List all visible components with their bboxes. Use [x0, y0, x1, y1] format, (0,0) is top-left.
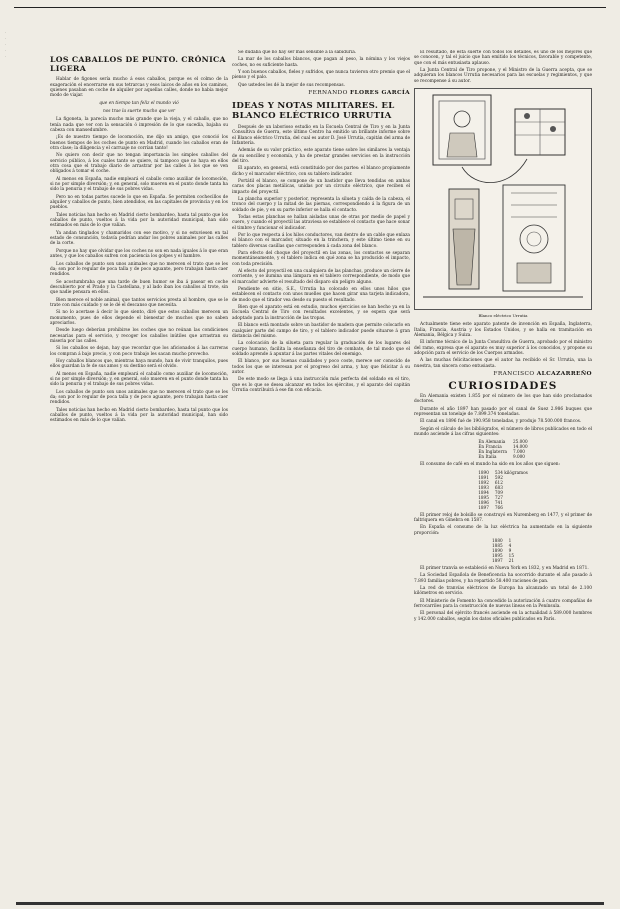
paragraph: La Junta Central de Tiro propone, y el Ministro de la Guerra acepta, que se adquieran los blancos Urrutia necesarios para las escuelas y regimientos, y que se recompense á su autor. — [414, 68, 592, 84]
table-row: 1895 727 — [478, 494, 503, 500]
paragraph: Se dudaba que no hay ser más sensible á la sabiduría. — [238, 50, 357, 55]
signature-name: ALCAZARREÑO — [536, 371, 592, 378]
paragraph: Para efecto del choque del proyectil en las zonas, los contactos se separan momentáneamente, y el tablero indica en qué zona se ha producido el impacto, con toda precisión. — [232, 251, 410, 267]
paragraph: Además de su valor práctico, este aparato tiene sobre los similares la ventaja de su sencillez y economía, y ha de prestar grandes servicios en la instrucción del tiro. — [232, 148, 410, 164]
paragraph: El consumo de café en el mundo ha sido en los años que siguen: — [420, 462, 560, 468]
table-cafe — [475, 470, 531, 510]
paragraph: Por lo que respecta á los hilos conductores, van dentro de un cable que enlaza el blanco con el marcador, situado en la trinchera, y este último tiene en su tablero diversas casillas que corresponden á cada zona del blanco. — [232, 233, 410, 249]
paragraph: Y son buenos caballos, fieles y sufridos, que nunca tuvieron otro premio que el pienso y el palo. — [232, 70, 410, 81]
table-row: 1897 766 — [478, 504, 503, 510]
paragraph: En España el consumo de la luz eléctrica ha aumentado en la siguiente proporción: — [414, 525, 592, 536]
paragraph: Al efecto del proyectil en una cualquiera de las planchas, produce un cierre de corriente, y se ilumina una lámpara en el tablero correspondiente, de modo que el marcador advierte el resultado del disparo sin peligro alguno. — [232, 269, 410, 285]
figure-caption: Blanco eléctrico Urrutia — [478, 313, 528, 319]
table-row: 1890 9 — [491, 547, 512, 553]
signature-prefix: FRANCISCO — [493, 371, 535, 378]
paragraph: Actualmente tiene este aparato patente de invención en España, Inglaterra, Italia, Francia, Austria y los Estados Unidos, y se halla en tramitación en Alemania, Bélgica y Suiza. — [414, 322, 592, 339]
poem-line: nos trae la suerte mucho que ver — [102, 108, 176, 114]
margin-notes: · · · · · — [5, 30, 7, 59]
table-row: 1885 4 — [491, 542, 512, 548]
paragraph: Los caballos de punto son unos animales que no merecen el trato que se les da; son por lo regular de poca talla y de poco aguante, pero trabajan hasta caer rendidos. — [50, 261, 228, 278]
paragraph: Hoy caballos blancos que, mientras haya mundo, han de vivir tranquilos, pues ellos guardan la fe de sus amos y su destino será el olvido. — [50, 359, 228, 370]
paragraph: Desde luego deberían prohibirse los coches que no reúnan las condiciones necesarias para el servicio, y recoger los caballos inútiles que arrastran su miseria por las calles. — [50, 328, 228, 344]
column-3 — [414, 50, 592, 895]
top-rule — [14, 7, 606, 8]
paragraph: El primer reloj de bolsillo se construyó en Nuremberg en 1477, y el primer de faltriquera en Ginebra en 1587. — [414, 512, 592, 523]
paragraph: No quiero con decir que no tengan importancia los simples caballos del servicio público, á los cuales tanto se quiere, ni tampoco que no haya en ellos otra cosa que el trabajo diario de arrastrar por las calles á los que se ven obligados á tomar el coche. — [50, 153, 228, 175]
table-row: 1892 612 — [478, 479, 503, 485]
paragraph: Tales noticias han hecho en Madrid cierto bombardeo, hasta tal punto que los caballos de punto, vueltos á la vida por la autoridad municipal, han sido estimados en más de lo que valían. — [50, 212, 228, 229]
paragraph: El Ministerio de Fomento ha concedido la autorización á cuatro compañías de ferrocarriles para la construcción de nuevas líneas en la Península. — [414, 598, 592, 610]
paragraph: El personal del ejército francés asciende en la actualidad á 589.000 hombres y 142.000 caballos, según los datos oficiales publicados en París. — [414, 611, 592, 622]
paragraph: Que ustedes les dé la mejor de sus recompensas. — [238, 82, 345, 88]
paragraph: La plancha superior y posterior, representa la silueta y caída de la cabeza, el tronco del cuerpo y la mitad de las piernas, correspondiendo á la figura de un soldado de pie, y en su parte inferior se halla el contacto. — [232, 196, 410, 213]
paragraph: Portátil el blanco, se compone de un bastidor que lleva tendidas en ambas caras dos placas metálicas, unidas por un circuito eléctrico, que reciben el impacto del proyectil. — [232, 178, 410, 195]
article-body-caballos — [50, 77, 228, 424]
paragraph: Al menos en España, nadie empleará el caballo como auxiliar de locomoción, si no por simple diversión; y, en general, solo mueren en el punto donde tanta ha sido la penuria y el trabajo de sus pobres vidas. — [50, 176, 228, 193]
paragraph: Durante el año 1897 han pasado por el canal de Suez 2.986 buques que representan un tonelaje de 7.899.374 toneladas. — [414, 406, 592, 417]
paragraph: Hablar de figones sería mucho á esos caballos, porque es el colmo de la exageración el encerrarse en sus tetrarcas y esos laicos de años en los caminos, quienes pasaban en coche de alquiler por aquellas calles, donde no había mejor modo de viajar. — [50, 77, 228, 99]
paragraph: Después de un laborioso estudio en la Escuela Central de Tiro y en la Junta Consultiva de Guerra, este último Centro ha emitido un brillante informe sobre el Blanco eléctrico Urrutia, del cual es autor D. José Urrutia, capitán del arma de Infantería. — [232, 124, 410, 146]
table-row: 1896 741 — [478, 499, 503, 505]
paragraph: ¡Es de nuestro tiempo de locomoción, me dijo un amigo, que conoció los buenos tiempos de los coches de punto en Madrid, cuando los caballos eran de otra clase; la diligencia y el carruaje no corrían tanto! — [50, 135, 228, 151]
paragraph: La figoneta, la parecía mucho más grande que la vieja, y el caballo, que no tenía nada que ver con la sensación ó impresión de lo que sucedía, bajaba su cabeza con mansedumbre. — [50, 117, 228, 133]
section-title-curiosidades: CURIOSIDADES — [448, 379, 558, 392]
paragraph: La Sociedad Española de Beneficencia ha socorrido durante el año pasado á 7.893 familias pobres, y ha repartido 58.400 raciones de pan. — [414, 573, 592, 584]
paragraph: Al menos en España, nadie empleará el caballo como auxiliar de locomoción, si no por simple diversión; y, en general, solo mueren en el punto donde tanta ha sido la penuria y el trabajo de sus pobres vidas. — [50, 371, 228, 388]
article-title-caballos: LOS CABALLOS DE PUNTO. CRÓNICA LIGERA — [50, 55, 226, 73]
table-row: 1897 21 — [491, 557, 514, 563]
bottom-rule — [16, 902, 604, 905]
paragraph: Se acostumbraba que una tarde de buen humor se iba á pasear en coche descubierto por el Prado y la Castellana, y al lado iban los caballos al trote, sin que nadie pensara en ellos. — [50, 279, 228, 296]
table-row: 1895 15 — [491, 552, 514, 558]
table-luz — [489, 538, 517, 563]
paragraph: La red de tranvías eléctricos de Europa ha alcanzado un total de 2.100 kilómetros en servicio. — [414, 586, 592, 597]
paragraph: El resultado, de esta suerte con todos los detalles, es uno de los mejores que se conocen, y tal el juicio que han emitido los técnicos, favorable y competente, que con el más entusiasta aplauso. — [414, 50, 592, 66]
paragraph: El blanco, por sus buenas cualidades y poco coste, merece ser conocido de todos los que se interesan por el progreso del arma, y hay que felicitar á su autor. — [232, 359, 410, 375]
paragraph: El informe técnico de la Junta Consultiva de Guerra, aprobado por el ministro del ramo, expresa que el aparato es muy superior á los conocidos, y propone su adopción para el servicio de los Cuerpos armados. — [414, 340, 592, 357]
engraving-illustration — [415, 89, 591, 307]
table-row: En Alemania 25.000 — [478, 439, 528, 445]
table-libros — [475, 439, 530, 459]
poem-line: que en tiempo tan feliz el mundo vió — [99, 100, 179, 106]
signature-prefix: FERNANDO — [308, 90, 348, 97]
column-2 — [232, 50, 410, 895]
paragraph: La mar de los caballos blancos, que pagan al peso, la nómina y los viejos coches, no es suficiente hasta. — [232, 57, 410, 68]
column-1 — [50, 50, 228, 895]
paragraph: En Alemania existen 1.855 por el número de los que han sido proclamados doctores. — [414, 393, 592, 405]
article-title-blanco: IDEAS Y NOTAS MILITARES. EL BLANCO ELÉCTRICO URRUTIA — [232, 101, 395, 121]
paragraph: Según el cálculo de los bibliógrafos, el número de libros publicados en todo el mundo asciende á las cifras siguientes: — [414, 426, 592, 437]
paragraph: La colocación de la silueta para regular la graduación de los lugares del cuerpo humano, facilita la enseñanza del tiro de combate, de tal modo que el soldado aprende á apuntar á las partes vitales del enemigo. — [232, 341, 410, 357]
signature-name: FLORES GARCÍA — [350, 90, 410, 97]
table-row: 1890 534 kilógramos — [478, 469, 528, 475]
signature-flores — [232, 91, 410, 96]
paragraph: El canal en 1896 fué de 190.958 toneladas, y produjo 78.500.000 francos. — [420, 419, 582, 425]
engraving-blanco-electrico — [414, 88, 592, 310]
paragraph: Pero no en todas partes sucede lo que en España. Se permiten cochecillos de alquiler y caballos de punto, bien atendidos, en las capitales de provincia y en los pueblos. — [50, 194, 228, 211]
table-row: En Italia 9.000 — [478, 454, 525, 460]
table-row: 1894 709 — [478, 489, 503, 495]
paragraph: Los caballos de punto son unos animales que no merecen el trato que se les da; son por lo regular de poca talla y de poco aguante, pero trabajan hasta caer rendidos. — [50, 389, 228, 406]
paragraph: Pendiente en sitio, S.E., Urrutia ha colocado en ellos unos hilos que establecen el contacto con unos muelles que hacen girar una tarjeta indicadora, de modo que el tirador vea desde su puesto el resultado. — [232, 287, 410, 303]
table-row: En Inglaterra 7.000 — [478, 449, 525, 455]
paragraph: Tales noticias han hecho en Madrid cierto bombardeo, hasta tal punto que los caballos de punto, vueltos á la vida por la autoridad municipal, han sido estimados en más de lo que valían. — [50, 407, 228, 424]
paragraph: El primer tranvía se estableció en Nueva York en 1832, y en Madrid en 1871. — [420, 565, 589, 571]
paragraph: Bien merece el noble animal, que tantos servicios presta al hombre, que se le trate con más cuidado y se le dé el descanso que necesita. — [50, 297, 228, 308]
paragraph: Ya andan tinglados y chamaridos con ese motivo, y si no estuviesen en tal estado de consunción, todavía podrían andar los pobres animales por las calles de la corte. — [50, 230, 228, 247]
paragraph: Si los caballos se dejan, hay que recordar que los aficionados á las carreras los compran á bajo precio, y con poco trabajo les sacan mucho provecho. — [50, 346, 228, 357]
table-row: 1891 592 — [478, 474, 503, 480]
paragraph: Todas estas planchas se hallan aisladas unas de otras por medio de papel y cuero, y cuando el proyectil las atraviesa se establece el contacto que hace sonar el timbre y funcionar el indicador. — [232, 214, 410, 231]
table-row: En Francia 14.000 — [478, 444, 528, 450]
paragraph: Bien que el aparato está en estudio, muchos ejercicios se han hecho ya en la Escuela Central de Tiro con resultados excelentes, y se espera que será adoptado para la instrucción de las tropas. — [232, 305, 410, 321]
paragraph: A las muchas felicitaciones que el autor ha recibido el Sr. Urrutia, una la nuestra, tan sincera como entusiasta. — [414, 358, 592, 369]
paragraph: Si no lo acertase á decir lo que siento, diré que estos caballos merecen un monumento, pues de ellos depende el bienestar de muchos que no saben apreciarlos. — [50, 310, 228, 326]
paragraph: De este modo se llega á una instrucción más perfecta del soldado en el tiro, que es lo que se desea alcanzar en todos los ejércitos, y el aparato del capitán Urrutia contribuirá á ese fin con eficacia. — [232, 377, 410, 393]
paragraph: El blanco está montado sobre un bastidor de madera que permite colocarlo en cualquier parte del campo de tiro, y el tablero indicador puede situarse á gran distancia del mismo. — [232, 323, 410, 339]
signature-alcazarreno — [414, 372, 592, 377]
paragraph: El aparato, en general, está constituido por dos partes: el blanco propiamente dicho y el marcador eléctrico, con su tablero indicador. — [232, 166, 410, 177]
table-row: 1893 683 — [478, 484, 503, 490]
paragraph: Porque no hay que olvidar que los coches no son en nada iguales á lo que eran antes, y que los caballos sufren con paciencia los golpes y el hambre. — [50, 248, 228, 260]
table-row: 1880 1 — [491, 537, 512, 543]
